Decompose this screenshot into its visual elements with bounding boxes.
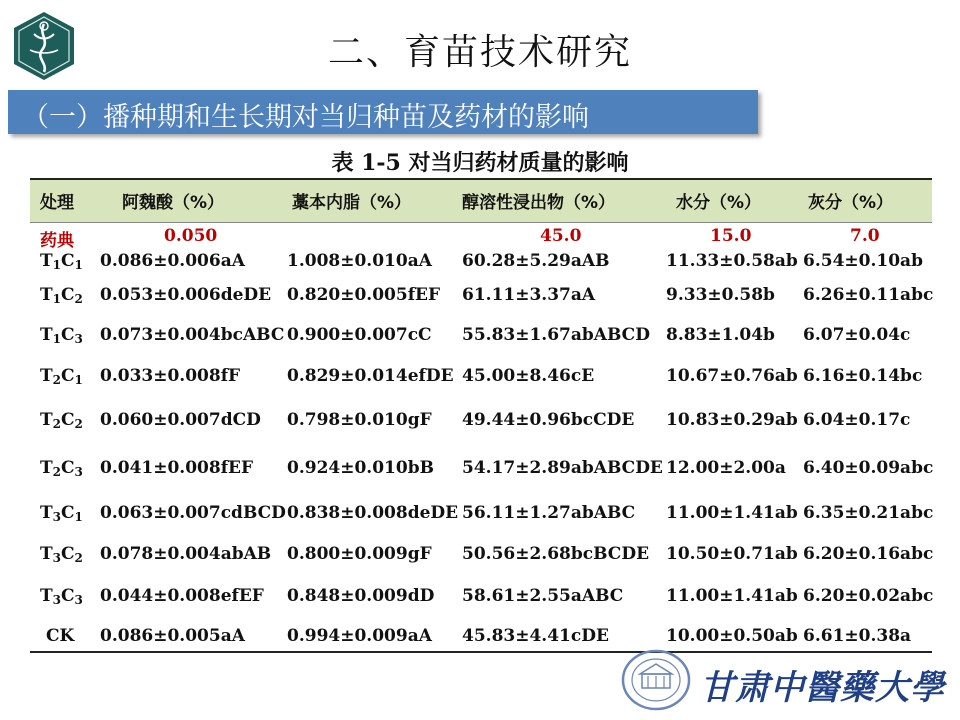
university-emblem-icon (620, 648, 692, 712)
cell-extract: 45.00±8.46cE (462, 366, 595, 386)
cell-ligustilide: 0.798±0.010gF (287, 410, 432, 430)
cell-ligustilide: 0.848±0.009dD (287, 586, 435, 606)
cell-extract: 50.56±2.68bcBCDE (462, 544, 650, 564)
cell-moisture: 11.00±1.41ab (666, 586, 798, 606)
cell-ash: 6.16±0.14bc (803, 366, 923, 386)
cell-ferulic: 0.073±0.004bcABC (100, 325, 285, 345)
standard-label: 药典 (40, 231, 74, 251)
cell-moisture: 10.67±0.76ab (666, 366, 798, 386)
cell-moisture: 8.83±1.04b (666, 325, 775, 345)
header-ash: 灰分（%） (808, 193, 894, 213)
cell-ferulic: 0.063±0.007cdBCD (100, 503, 286, 523)
cell-moisture: 10.50±0.71ab (666, 544, 798, 564)
university-name: 甘肃中醫藥大學 (700, 668, 945, 708)
cell-moisture: 12.00±2.00a (666, 458, 786, 478)
row-treatment: $T_1C_3$ (40, 325, 83, 346)
header-ferulic-acid: 阿魏酸（%） (122, 193, 225, 213)
cell-ferulic: 0.053±0.006deDE (100, 285, 272, 305)
cell-moisture: 11.33±0.58ab (666, 251, 798, 271)
cell-ligustilide: 0.900±0.007cC (287, 325, 432, 345)
cell-ash: 6.20±0.02abc (803, 586, 934, 606)
cell-moisture: 10.00±0.50ab (666, 626, 798, 646)
cell-ligustilide: 0.820±0.005fEF (287, 285, 441, 305)
row-treatment: $T_1C_2$ (40, 285, 83, 306)
cell-ligustilide: 0.800±0.009gF (287, 544, 432, 564)
cell-ferulic: 0.060±0.007dCD (100, 410, 261, 430)
row-treatment: $T_2C_2$ (40, 410, 83, 431)
table-bottom-rule (30, 651, 932, 653)
cell-ash: 6.54±0.10ab (803, 251, 923, 271)
row-treatment: CK (46, 626, 75, 646)
cell-ash: 6.07±0.04c (803, 325, 911, 345)
table-caption: 表 1-5 对当归药材质量的影响 (331, 150, 629, 176)
cell-ash: 6.35±0.21abc (803, 503, 934, 523)
cell-extract: 61.11±3.37aA (462, 285, 596, 305)
cell-ferulic: 0.041±0.008fEF (100, 458, 254, 478)
cell-extract: 56.11±1.27abABC (462, 503, 636, 523)
cell-ferulic: 0.086±0.005aA (100, 626, 245, 646)
standard-ash: 7.0 (850, 226, 880, 246)
row-treatment: $T_3C_1$ (40, 503, 83, 524)
cell-ligustilide: 0.838±0.008deDE (287, 503, 459, 523)
cell-ligustilide: 0.924±0.010bB (287, 458, 434, 478)
header-ligustilide: 藁本内脂（%） (292, 193, 412, 213)
row-treatment: $T_1C_1$ (40, 251, 83, 272)
header-treatment: 处理 (40, 193, 74, 213)
cell-ligustilide: 0.829±0.014efDE (287, 366, 454, 386)
cell-ash: 6.20±0.16abc (803, 544, 934, 564)
row-treatment: $T_2C_3$ (40, 458, 83, 479)
cell-extract: 60.28±5.29aAB (462, 251, 610, 271)
row-treatment: $T_3C_2$ (40, 544, 83, 565)
row-treatment: $T_2C_1$ (40, 366, 83, 387)
slide-title: 二、育苗技术研究 (327, 32, 632, 73)
standard-extract: 45.0 (540, 226, 582, 246)
standard-ferulic: 0.050 (164, 226, 218, 246)
cell-ligustilide: 1.008±0.010aA (287, 251, 432, 271)
cell-ferulic: 0.086±0.006aA (100, 251, 245, 271)
cell-extract: 45.83±4.41cDE (462, 626, 609, 646)
cell-extract: 55.83±1.67abABCD (462, 325, 650, 345)
cell-extract: 58.61±2.55aABC (462, 586, 624, 606)
cell-ash: 6.61±0.38a (803, 626, 912, 646)
section-title: （一）播种期和生长期对当归种苗及药材的影响 (22, 102, 589, 133)
cell-moisture: 11.00±1.41ab (666, 503, 798, 523)
section-banner (8, 90, 758, 134)
cell-moisture: 9.33±0.58b (666, 285, 775, 305)
cell-moisture: 10.83±0.29ab (666, 410, 798, 430)
cell-ash: 6.26±0.11abc (803, 285, 934, 305)
cell-ferulic: 0.033±0.008fF (100, 366, 241, 386)
header-moisture: 水分（%） (676, 193, 762, 213)
cell-ash: 6.04±0.17c (803, 410, 911, 430)
cell-ash: 6.40±0.09abc (803, 458, 934, 478)
cell-extract: 54.17±2.89abABCDE (462, 458, 663, 478)
row-treatment: $T_3C_3$ (40, 586, 83, 607)
header-alcohol-extract: 醇溶性浸出物（%） (462, 193, 616, 213)
cell-ferulic: 0.078±0.004abAB (100, 544, 272, 564)
standard-moisture: 15.0 (710, 226, 752, 246)
cell-extract: 49.44±0.96bcCDE (462, 410, 635, 430)
cell-ligustilide: 0.994±0.009aA (287, 626, 432, 646)
cell-ferulic: 0.044±0.008efEF (100, 586, 264, 606)
